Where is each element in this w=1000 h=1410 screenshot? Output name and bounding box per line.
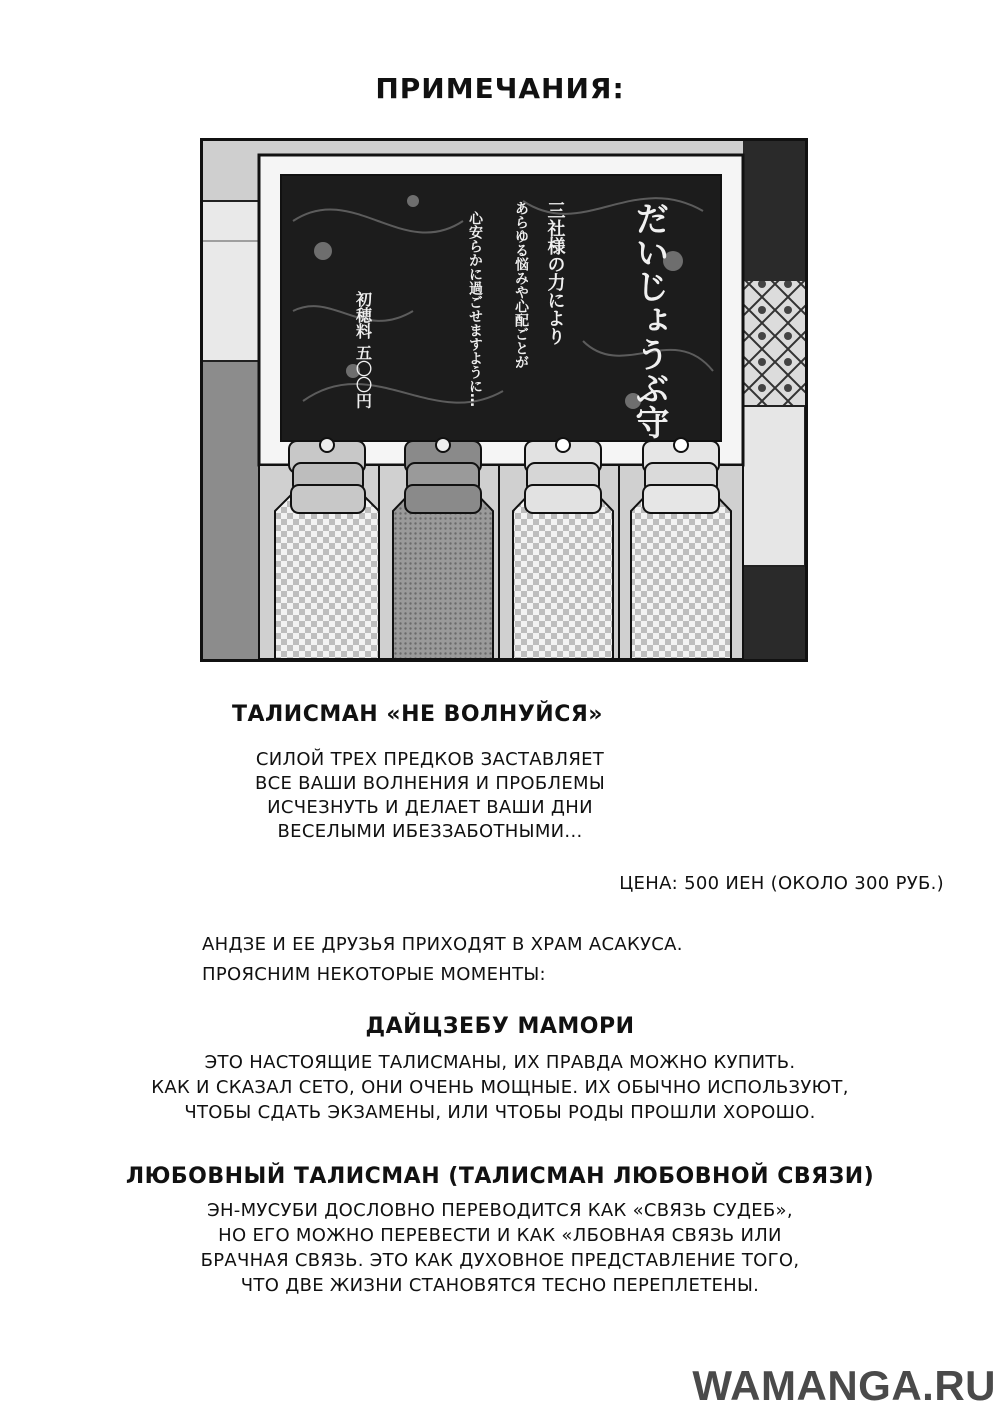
intro-line: АНДЗЕ И ЕЕ ДРУЗЬЯ ПРИХОДЯТ В ХРАМ АСАКУСА. (202, 934, 683, 955)
omamori-column (393, 438, 493, 659)
love-heading: ЛЮБОВНЫЙ ТАЛИСМАН (ТАЛИСМАН ЛЮБОВНОЙ СВЯЗИ) (125, 1164, 875, 1189)
daijobu-line: ЧТОБЫ СДАТЬ ЭКЗАМЕНЫ, ИЛИ ЧТОБЫ РОДЫ ПРОШЛИ ХОРОШО. (184, 1102, 816, 1123)
intro-line: ПРОЯСНИМ НЕКОТОРЫЕ МОМЕНТЫ: (202, 964, 546, 985)
love-line: НО ЕГО МОЖНО ПЕРЕВЕСТИ И КАК «ЛБОВНАЯ СВЯЗЬ ИЛИ (218, 1225, 782, 1246)
love-line: БРАЧНАЯ СВЯЗЬ. ЭТО КАК ДУХОВНОЕ ПРЕДСТАВЛЕНИЕ ТОГО, (200, 1250, 800, 1271)
daijobu-line: КАК И СКАЗАЛ СЕТО, ОНИ ОЧЕНЬ МОЩНЫЕ. ИХ ОБЫЧНО ИСПОЛЬЗУЮТ, (151, 1077, 849, 1098)
love-line: ЭН-МУСУБИ ДОСЛОВНО ПЕРЕВОДИТСЯ КАК «СВЯЗЬ СУДЕБ», (207, 1200, 793, 1221)
love-description (60, 1198, 940, 1298)
manga-panel (200, 138, 808, 662)
watermark: WAMANGA.RU (692, 1362, 996, 1409)
daijobu-line: ЭТО НАСТОЯЩИЕ ТАЛИСМАНЫ, ИХ ПРАВДА МОЖНО КУПИТЬ. (204, 1052, 796, 1073)
intro-text (202, 933, 683, 987)
talisman-line: ИСЧЕЗНУТЬ И ДЕЛАЕТ ВАШИ ДНИ (267, 797, 593, 818)
omamori-display-illustration (203, 141, 805, 659)
talisman-line: ВЕСЕЛЫМИ ИБЕЗЗАБОТНЫМИ... (277, 821, 583, 842)
page-title: ПРИМЕЧАНИЯ: (375, 72, 625, 105)
omamori-column (275, 438, 379, 659)
sign-text-price: 初穂料 五〇〇円 (353, 291, 373, 409)
love-line: ЧТО ДВЕ ЖИЗНИ СТАНОВЯТСЯ ТЕСНО ПЕРЕПЛЕТЕНЫ. (240, 1275, 760, 1296)
daijobu-description (60, 1050, 940, 1125)
sign-text-line: 心安らかに過ごせますように… (467, 211, 483, 407)
sign-text-line: 三社様の力により (544, 201, 566, 345)
talisman-line: СИЛОЙ ТРЕХ ПРЕДКОВ ЗАСТАВЛЯЕТ (255, 749, 605, 770)
daijobu-heading: ДАЙЦЗЕБУ МАМОРИ (365, 1014, 635, 1039)
sign-text-line: あらゆる悩みや心配ごとが (513, 201, 529, 369)
talisman-line: ВСЕ ВАШИ ВОЛНЕНИЯ И ПРОБЛЕМЫ (254, 773, 606, 794)
omamori-column (631, 438, 731, 659)
omamori-column (513, 438, 613, 659)
talisman-description (180, 748, 680, 844)
talisman-heading: ТАЛИСМАН «НЕ ВОЛНУЙСЯ» (232, 702, 603, 727)
talisman-price: ЦЕНА: 500 ИЕН (ОКОЛО 300 РУБ.) (619, 873, 944, 894)
sign-text-main: だいじょうぶ守 (629, 201, 669, 439)
